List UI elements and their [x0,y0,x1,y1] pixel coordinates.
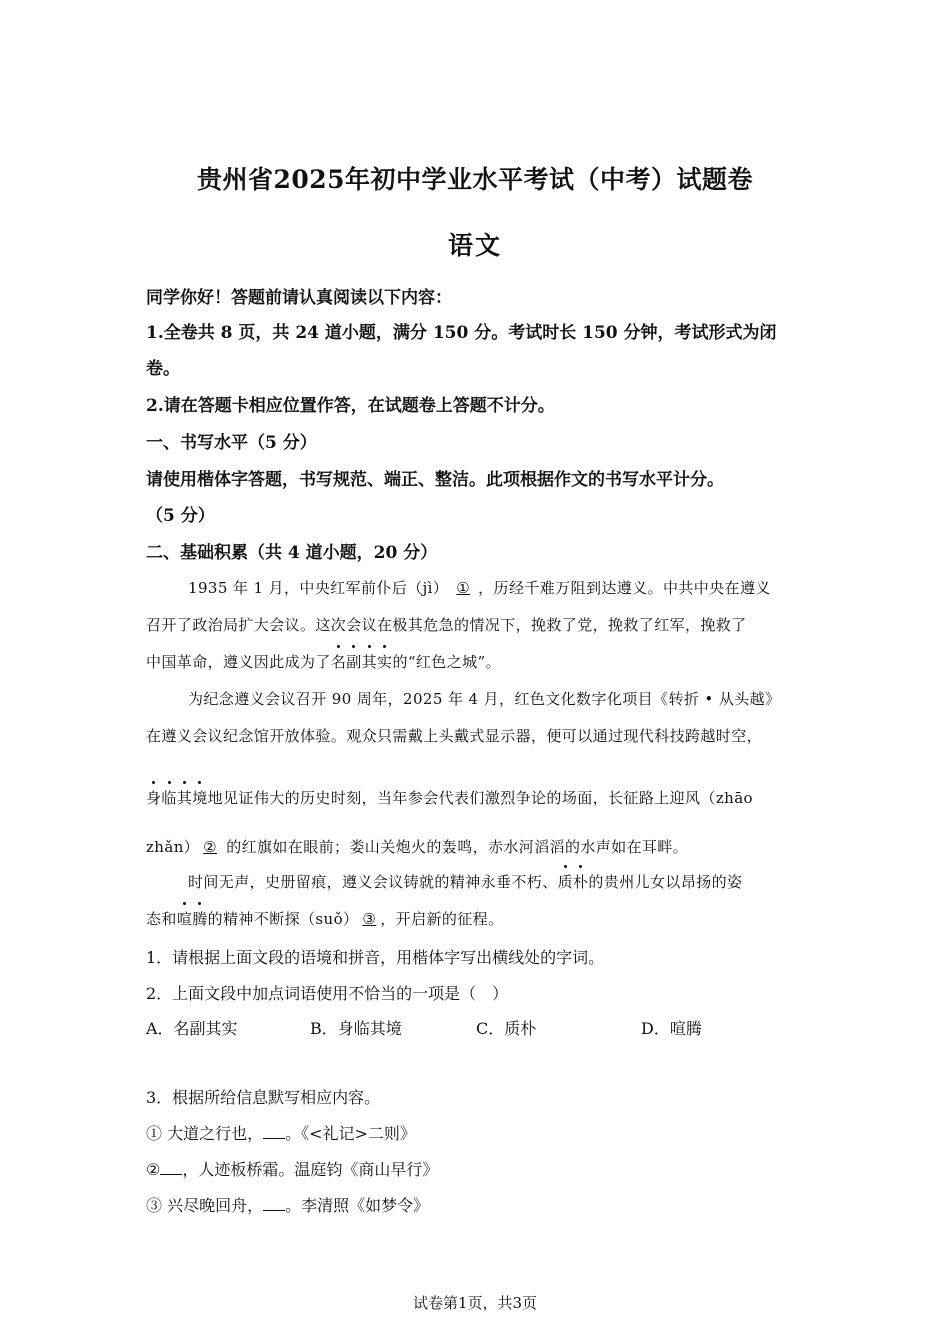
passage-line: 时间无声，史册留痕，遵义会议铸就的精神永垂不朽、质朴的贵州儿女以昂扬的姿 [188,873,743,891]
question-3: 3．根据所给信息默写相应内容。 [146,1088,381,1107]
dotted-char: 临 [161,789,177,807]
dotted-char: 名 [330,653,347,671]
dotted-char: 实 [377,653,393,671]
intro-rule-1-cont: 卷。 [146,359,180,379]
passage-line: 1935 年 1 月，中央红军前仆后（jì） ① ，历经千难万阻到达遵义。中共中央在遵义 [188,579,771,597]
dotted-word-2 [146,789,208,807]
passage-line: 身临其境地见证伟大的历史时刻，当年参会代表们激烈争论的场面，长征路上迎风（zhāo [146,789,753,807]
dotted-word-1 [331,653,393,671]
dotted-char: 副 [346,653,362,671]
fill-blank [160,1160,182,1175]
dotted-char: 朴 [573,873,589,891]
option-a: A．名副其实 [146,1019,238,1038]
intro-greeting: 同学你好！答题前请认真阅读以下内容： [146,288,452,308]
blank-2: ② [203,838,218,856]
dotted-char: 质 [557,873,574,891]
blank-1: ① [456,579,471,597]
passage-line: 中国革命，遵义因此成为了名副其实的“红色之城”。 [146,653,501,671]
passage-line: 态和喧腾的精神不断探（suǒ） ③ ，开启新的征程。 [146,910,504,928]
question-1: 1．请根据上面文段的语境和拼音，用楷体字写出横线处的字词。 [146,948,605,967]
passage-line: zhǎn） ② 的红旗如在眼前；娄山关炮火的轰鸣，赤水河滔滔的水声如在耳畔。 [146,838,689,856]
option-b: B．身临其境 [310,1019,402,1038]
fill-blank [263,1124,285,1139]
section-1-score: （5 分） [146,506,215,526]
exam-title: 贵州省2025年初中学业水平考试（中考）试题卷 [196,165,754,194]
intro-rule-2: 2.请在答题卡相应位置作答，在试题卷上答题不计分。 [146,396,555,416]
dotted-char: 其 [361,653,378,671]
question-3-item-3: ③ 兴尽晚回舟， 。李清照《如梦令》 [146,1196,430,1215]
passage-line: 为纪念遵义会议召开 90 周年，2025 年 4 月，红色文化数字化项目《转折 • 从头越》 [188,690,781,708]
question-3-item-2: ② ，人迹板桥霜。温庭钧《商山早行》 [146,1160,439,1179]
intro-rule-1: 1.全卷共 8 页，共 24 道小题，满分 150 分。考试时长 150 分钟，考试形式为闭 [146,323,777,343]
passage-line: 在遵义会议纪念馆开放体验。观众只需戴上头戴式显示器，便可以通过现代科技跨越时空， [146,727,763,745]
section-1-text: 请使用楷体字答题，书写规范、端正、整洁。此项根据作文的书写水平计分。 [146,470,724,490]
passage-line: 召开了政治局扩大会议。这次会议在极其危急的情况下，挽救了党，挽救了红军，挽救了 [146,616,747,634]
question-2: 2．上面文段中加点词语使用不恰当的一项是（ ） [146,984,509,1003]
question-3-item-1: ① 大道之行也， 。《<礼记>二则》 [146,1124,416,1143]
dotted-char: 其 [176,789,193,807]
fill-blank [263,1196,285,1211]
option-c: C．质朴 [476,1019,537,1038]
dotted-char: 境 [192,789,208,807]
dotted-char: 身 [146,789,162,807]
blank-3: ③ [362,910,377,928]
dotted-char: 腾 [192,910,208,928]
section-2-heading: 二、基础积累（共 4 道小题，20 分） [146,543,438,563]
option-d: D．喧腾 [641,1019,702,1038]
dotted-char: 喧 [176,910,193,928]
section-1-heading: 一、书写水平（5 分） [146,433,317,453]
dotted-word-3 [558,873,589,891]
page-footer: 试卷第1页，共3页 [412,1294,538,1312]
subject-title: 语文 [447,231,502,260]
dotted-word-4 [177,910,208,928]
